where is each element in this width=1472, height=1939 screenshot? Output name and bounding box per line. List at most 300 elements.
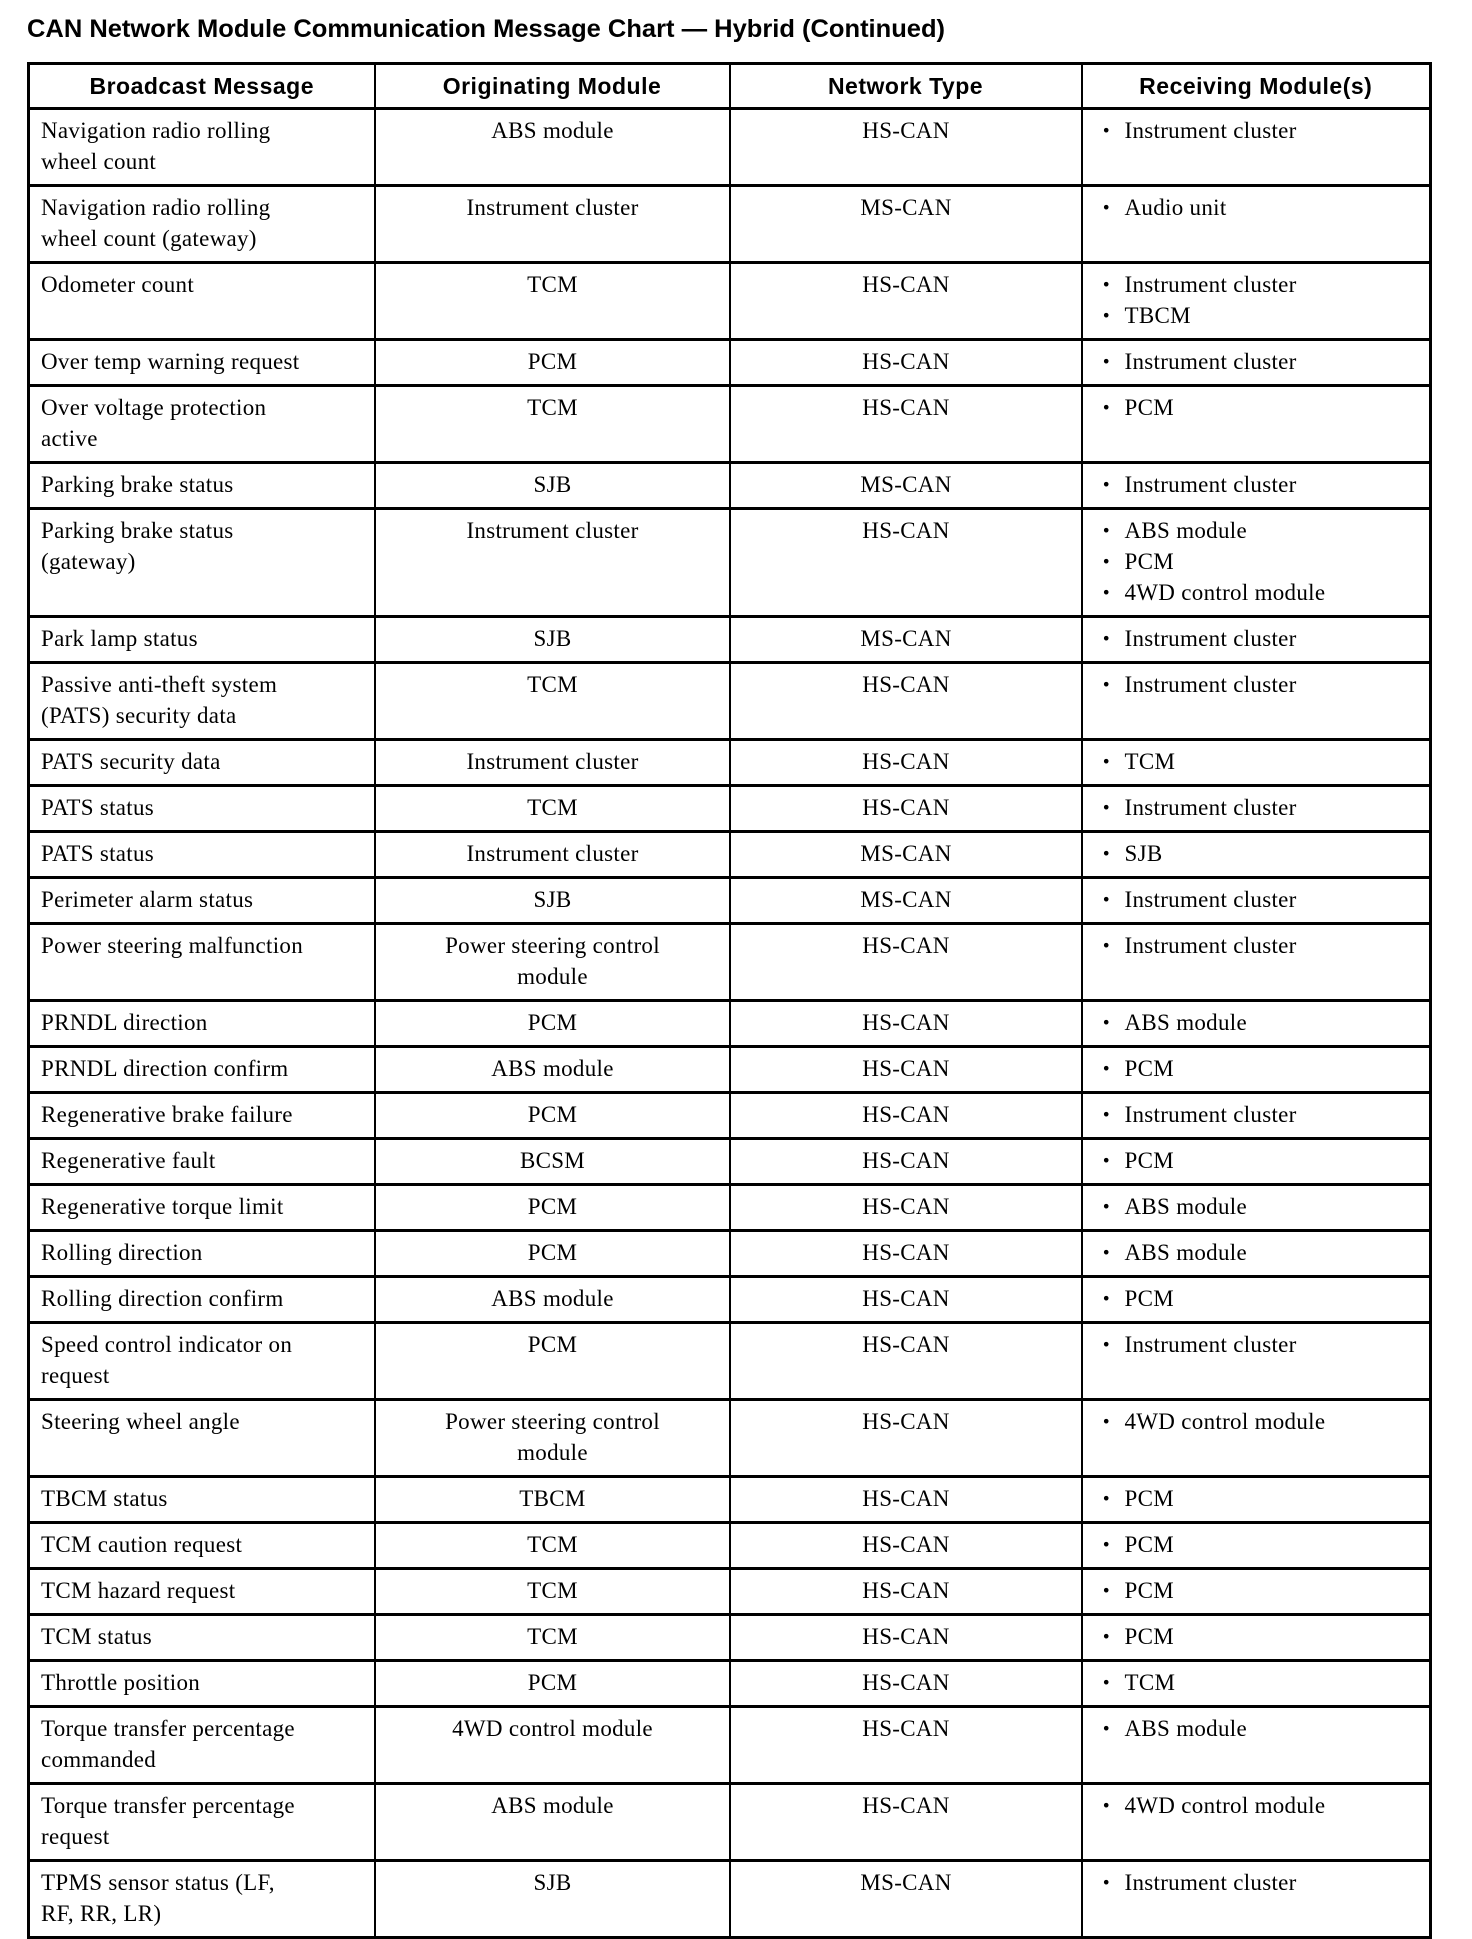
network-type-text: HS-CAN <box>862 1102 950 1127</box>
receiving-module-text: Instrument cluster <box>1124 118 1297 143</box>
receiving-module-item <box>1094 269 1420 300</box>
network-type-cell <box>730 263 1082 340</box>
broadcast-message-cell <box>29 1001 375 1047</box>
originating-module-text: 4WD control module <box>452 1716 653 1741</box>
receiving-module-item <box>1094 577 1420 608</box>
receiving-module-item <box>1094 192 1420 223</box>
receiving-module-item <box>1094 115 1420 146</box>
receiving-modules-cell <box>1082 1707 1431 1784</box>
column-header-broadcast-message: Broadcast Message <box>29 64 375 109</box>
table-row <box>29 1569 1431 1615</box>
broadcast-message-text: Regenerative brake failure <box>41 1102 293 1127</box>
broadcast-message-text: request <box>41 1363 110 1388</box>
broadcast-message-text: Navigation radio rolling <box>41 118 271 143</box>
broadcast-message-text: Over voltage protection <box>41 395 267 420</box>
receiving-module-text: PCM <box>1124 1056 1174 1081</box>
network-type-text: HS-CAN <box>862 1486 950 1511</box>
receiving-modules-list <box>1094 1145 1420 1176</box>
receiving-module-item <box>1094 1575 1420 1606</box>
table-row <box>29 924 1431 1001</box>
originating-module-text: SJB <box>533 626 572 651</box>
broadcast-message-text: PATS status <box>41 841 155 866</box>
table-row <box>29 463 1431 509</box>
receiving-module-text: Instrument cluster <box>1124 626 1297 651</box>
network-type-cell <box>730 1477 1082 1523</box>
receiving-module-text: ABS module <box>1124 1010 1247 1035</box>
receiving-module-text: Instrument cluster <box>1124 472 1297 497</box>
network-type-cell <box>730 1707 1082 1784</box>
network-type-text: HS-CAN <box>862 1286 950 1311</box>
receiving-module-item <box>1094 1145 1420 1176</box>
originating-module-cell <box>375 1400 730 1477</box>
receiving-module-item <box>1094 392 1420 423</box>
network-type-text: HS-CAN <box>862 1532 950 1557</box>
table-row <box>29 1615 1431 1661</box>
bullet-icon: • <box>1101 275 1112 294</box>
broadcast-message-text: PATS status <box>41 795 155 820</box>
table-row <box>29 1047 1431 1093</box>
originating-module-cell <box>375 878 730 924</box>
network-type-cell <box>730 1861 1082 1938</box>
receiving-module-text: PCM <box>1124 549 1174 574</box>
broadcast-message-cell <box>29 1323 375 1400</box>
network-type-cell <box>730 832 1082 878</box>
network-type-text: HS-CAN <box>862 518 950 543</box>
bullet-icon: • <box>1101 1151 1112 1170</box>
originating-module-cell <box>375 1523 730 1569</box>
receiving-module-item <box>1094 546 1420 577</box>
receiving-module-text: Instrument cluster <box>1124 1870 1297 1895</box>
bullet-icon: • <box>1101 1873 1112 1892</box>
broadcast-message-cell <box>29 386 375 463</box>
table-row <box>29 1400 1431 1477</box>
receiving-modules-list <box>1094 1099 1420 1130</box>
receiving-module-text: Instrument cluster <box>1124 887 1297 912</box>
originating-module-cell <box>375 263 730 340</box>
network-type-text: HS-CAN <box>862 795 950 820</box>
table-row <box>29 1861 1431 1938</box>
network-type-cell <box>730 1001 1082 1047</box>
broadcast-message-cell <box>29 878 375 924</box>
receiving-modules-cell <box>1082 740 1431 786</box>
originating-module-cell <box>375 463 730 509</box>
originating-module-text: TCM <box>527 395 578 420</box>
receiving-module-item <box>1094 1406 1420 1437</box>
bullet-icon: • <box>1101 198 1112 217</box>
originating-module-cell <box>375 186 730 263</box>
receiving-module-item <box>1094 1483 1420 1514</box>
network-type-cell <box>730 386 1082 463</box>
receiving-module-text: Instrument cluster <box>1124 933 1297 958</box>
originating-module-text: Instrument cluster <box>466 195 639 220</box>
network-type-cell <box>730 1139 1082 1185</box>
receiving-module-item <box>1094 1329 1420 1360</box>
bullet-icon: • <box>1101 521 1112 540</box>
bullet-icon: • <box>1101 475 1112 494</box>
bullet-icon: • <box>1101 1105 1112 1124</box>
table-row <box>29 1093 1431 1139</box>
originating-module-text: TCM <box>527 1578 578 1603</box>
table-row <box>29 1523 1431 1569</box>
receiving-modules-cell <box>1082 263 1431 340</box>
network-type-text: HS-CAN <box>862 272 950 297</box>
broadcast-message-text: Navigation radio rolling <box>41 195 271 220</box>
broadcast-message-text: Power steering malfunction <box>41 933 304 958</box>
network-type-cell <box>730 740 1082 786</box>
receiving-modules-list <box>1094 792 1420 823</box>
receiving-module-item <box>1094 1621 1420 1652</box>
receiving-module-text: PCM <box>1124 1578 1174 1603</box>
receiving-module-text: ABS module <box>1124 518 1247 543</box>
network-type-text: HS-CAN <box>862 1624 950 1649</box>
network-type-text: MS-CAN <box>860 195 952 220</box>
bullet-icon: • <box>1101 1719 1112 1738</box>
broadcast-message-cell <box>29 1093 375 1139</box>
bullet-icon: • <box>1101 1673 1112 1692</box>
broadcast-message-text: Park lamp status <box>41 626 198 651</box>
table-row <box>29 263 1431 340</box>
broadcast-message-text: PRNDL direction confirm <box>41 1056 289 1081</box>
network-type-text: HS-CAN <box>862 1670 950 1695</box>
originating-module-cell <box>375 1185 730 1231</box>
receiving-modules-list <box>1094 1483 1420 1514</box>
broadcast-message-text: Speed control indicator on <box>41 1332 293 1357</box>
receiving-modules-cell <box>1082 663 1431 740</box>
receiving-module-text: Instrument cluster <box>1124 672 1297 697</box>
table-header-row <box>29 64 1431 109</box>
receiving-module-item <box>1094 1007 1420 1038</box>
receiving-module-text: TCM <box>1124 1670 1176 1695</box>
bullet-icon: • <box>1101 798 1112 817</box>
broadcast-message-text: TPMS sensor status (LF, <box>41 1870 275 1895</box>
receiving-modules-cell <box>1082 832 1431 878</box>
originating-module-cell <box>375 740 730 786</box>
originating-module-text: PCM <box>527 349 578 374</box>
originating-module-cell <box>375 1323 730 1400</box>
broadcast-message-cell <box>29 1523 375 1569</box>
originating-module-cell <box>375 1615 730 1661</box>
column-header-network-type: Network Type <box>730 64 1082 109</box>
bullet-icon: • <box>1101 1059 1112 1078</box>
originating-module-cell <box>375 832 730 878</box>
table-row <box>29 1185 1431 1231</box>
receiving-modules-cell <box>1082 186 1431 263</box>
page-title: CAN Network Module Communication Message Chart — Hybrid (Continued) <box>27 15 946 43</box>
originating-module-text: TCM <box>527 1624 578 1649</box>
network-type-text: MS-CAN <box>860 472 952 497</box>
bullet-icon: • <box>1101 1013 1112 1032</box>
bullet-icon: • <box>1101 1796 1112 1815</box>
originating-module-cell <box>375 1139 730 1185</box>
originating-module-text: module <box>517 1440 588 1465</box>
broadcast-message-cell <box>29 617 375 663</box>
bullet-icon: • <box>1101 583 1112 602</box>
receiving-module-text: PCM <box>1124 1532 1174 1557</box>
broadcast-message-cell <box>29 924 375 1001</box>
receiving-modules-cell <box>1082 924 1431 1001</box>
originating-module-text: TCM <box>527 1532 578 1557</box>
table-row <box>29 1707 1431 1784</box>
network-type-text: HS-CAN <box>862 1148 950 1173</box>
bullet-icon: • <box>1101 1535 1112 1554</box>
receiving-module-item <box>1094 1790 1420 1821</box>
table-row <box>29 1784 1431 1861</box>
receiving-modules-list <box>1094 192 1420 223</box>
broadcast-message-cell <box>29 509 375 617</box>
table-row <box>29 663 1431 740</box>
broadcast-message-cell <box>29 740 375 786</box>
network-type-cell <box>730 1093 1082 1139</box>
originating-module-text: TBCM <box>519 1486 586 1511</box>
originating-module-cell <box>375 663 730 740</box>
bullet-icon: • <box>1101 1197 1112 1216</box>
broadcast-message-cell <box>29 1615 375 1661</box>
network-type-text: MS-CAN <box>860 626 952 651</box>
receiving-module-text: Instrument cluster <box>1124 1102 1297 1127</box>
table-row <box>29 509 1431 617</box>
table-row <box>29 617 1431 663</box>
bullet-icon: • <box>1101 121 1112 140</box>
receiving-modules-list <box>1094 1529 1420 1560</box>
receiving-module-item <box>1094 1713 1420 1744</box>
originating-module-cell <box>375 1093 730 1139</box>
broadcast-message-text: Odometer count <box>41 272 195 297</box>
originating-module-cell <box>375 617 730 663</box>
broadcast-message-text: Regenerative torque limit <box>41 1194 284 1219</box>
receiving-modules-cell <box>1082 1185 1431 1231</box>
table-row <box>29 1323 1431 1400</box>
broadcast-message-text: active <box>41 426 98 451</box>
receiving-module-text: Instrument cluster <box>1124 1332 1297 1357</box>
network-type-cell <box>730 1661 1082 1707</box>
originating-module-cell <box>375 1047 730 1093</box>
receiving-modules-cell <box>1082 463 1431 509</box>
receiving-modules-cell <box>1082 109 1431 186</box>
broadcast-message-text: TCM caution request <box>41 1532 243 1557</box>
table-row <box>29 109 1431 186</box>
network-type-text: HS-CAN <box>862 1056 950 1081</box>
receiving-modules-cell <box>1082 1661 1431 1707</box>
receiving-modules-cell <box>1082 1861 1431 1938</box>
network-type-cell <box>730 509 1082 617</box>
originating-module-text: Power steering control <box>445 933 660 958</box>
receiving-module-text: Audio unit <box>1124 195 1227 220</box>
receiving-module-text: PCM <box>1124 1486 1174 1511</box>
network-type-cell <box>730 1523 1082 1569</box>
table-body <box>29 109 1431 1938</box>
receiving-modules-list <box>1094 269 1420 331</box>
originating-module-text: Instrument cluster <box>466 518 639 543</box>
bullet-icon: • <box>1101 1335 1112 1354</box>
network-type-text: HS-CAN <box>862 933 950 958</box>
network-type-text: HS-CAN <box>862 349 950 374</box>
originating-module-cell <box>375 109 730 186</box>
originating-module-text: SJB <box>533 1870 572 1895</box>
broadcast-message-text: (gateway) <box>41 549 136 574</box>
receiving-modules-list <box>1094 838 1420 869</box>
originating-module-cell <box>375 1001 730 1047</box>
receiving-modules-list <box>1094 1406 1420 1437</box>
broadcast-message-cell <box>29 263 375 340</box>
originating-module-text: ABS module <box>491 1793 614 1818</box>
broadcast-message-text: Rolling direction <box>41 1240 203 1265</box>
network-type-cell <box>730 617 1082 663</box>
receiving-module-item <box>1094 469 1420 500</box>
originating-module-text: PCM <box>527 1194 578 1219</box>
receiving-modules-list <box>1094 1053 1420 1084</box>
bullet-icon: • <box>1101 844 1112 863</box>
receiving-modules-cell <box>1082 1400 1431 1477</box>
receiving-module-text: 4WD control module <box>1124 580 1326 605</box>
bullet-icon: • <box>1101 352 1112 371</box>
receiving-modules-cell <box>1082 1569 1431 1615</box>
originating-module-cell <box>375 1661 730 1707</box>
originating-module-text: SJB <box>533 887 572 912</box>
receiving-modules-list <box>1094 1007 1420 1038</box>
originating-module-cell <box>375 1277 730 1323</box>
receiving-module-item <box>1094 1237 1420 1268</box>
receiving-module-text: 4WD control module <box>1124 1409 1326 1434</box>
receiving-modules-list <box>1094 1790 1420 1821</box>
broadcast-message-text: Rolling direction confirm <box>41 1286 284 1311</box>
table-row <box>29 1001 1431 1047</box>
broadcast-message-cell <box>29 109 375 186</box>
broadcast-message-cell <box>29 1861 375 1938</box>
broadcast-message-cell <box>29 1231 375 1277</box>
broadcast-message-cell <box>29 832 375 878</box>
receiving-module-item <box>1094 746 1420 777</box>
network-type-text: HS-CAN <box>862 1240 950 1265</box>
network-type-text: HS-CAN <box>862 395 950 420</box>
table-row <box>29 186 1431 263</box>
originating-module-cell <box>375 1861 730 1938</box>
broadcast-message-text: Throttle position <box>41 1670 201 1695</box>
broadcast-message-text: TBCM status <box>41 1486 168 1511</box>
receiving-modules-list <box>1094 930 1420 961</box>
originating-module-text: SJB <box>533 472 572 497</box>
network-type-cell <box>730 1185 1082 1231</box>
broadcast-message-cell <box>29 1569 375 1615</box>
broadcast-message-text: Torque transfer percentage <box>41 1716 295 1741</box>
network-type-text: HS-CAN <box>862 749 950 774</box>
receiving-module-text: Instrument cluster <box>1124 272 1297 297</box>
receiving-module-text: PCM <box>1124 395 1174 420</box>
receiving-modules-list <box>1094 1191 1420 1222</box>
network-type-cell <box>730 1615 1082 1661</box>
receiving-module-text: ABS module <box>1124 1716 1247 1741</box>
table-row <box>29 878 1431 924</box>
receiving-module-text: ABS module <box>1124 1194 1247 1219</box>
bullet-icon: • <box>1101 1581 1112 1600</box>
receiving-module-text: PCM <box>1124 1148 1174 1173</box>
originating-module-text: TCM <box>527 672 578 697</box>
broadcast-message-text: request <box>41 1824 110 1849</box>
receiving-modules-list <box>1094 1283 1420 1314</box>
receiving-modules-cell <box>1082 786 1431 832</box>
receiving-modules-list <box>1094 1237 1420 1268</box>
broadcast-message-text: PATS security data <box>41 749 221 774</box>
receiving-modules-list <box>1094 1621 1420 1652</box>
bullet-icon: • <box>1101 629 1112 648</box>
network-type-cell <box>730 924 1082 1001</box>
receiving-modules-cell <box>1082 1523 1431 1569</box>
receiving-modules-list <box>1094 115 1420 146</box>
network-type-text: HS-CAN <box>862 1716 950 1741</box>
receiving-modules-cell <box>1082 386 1431 463</box>
receiving-modules-cell <box>1082 617 1431 663</box>
originating-module-cell <box>375 340 730 386</box>
receiving-module-item <box>1094 346 1420 377</box>
originating-module-cell <box>375 1569 730 1615</box>
broadcast-message-text: TCM hazard request <box>41 1578 236 1603</box>
originating-module-text: TCM <box>527 272 578 297</box>
column-header-receiving-modules: Receiving Module(s) <box>1082 64 1431 109</box>
broadcast-message-text: wheel count <box>41 149 157 174</box>
receiving-modules-cell <box>1082 878 1431 924</box>
receiving-module-item <box>1094 1667 1420 1698</box>
broadcast-message-cell <box>29 1707 375 1784</box>
receiving-module-item <box>1094 1099 1420 1130</box>
broadcast-message-text: (PATS) security data <box>41 703 237 728</box>
network-type-text: HS-CAN <box>862 118 950 143</box>
originating-module-cell <box>375 1784 730 1861</box>
receiving-module-item <box>1094 515 1420 546</box>
network-type-text: HS-CAN <box>862 672 950 697</box>
network-type-cell <box>730 663 1082 740</box>
network-type-text: HS-CAN <box>862 1578 950 1603</box>
broadcast-message-text: TCM status <box>41 1624 152 1649</box>
network-type-text: HS-CAN <box>862 1409 950 1434</box>
receiving-modules-list <box>1094 1575 1420 1606</box>
table-row <box>29 1139 1431 1185</box>
table-row <box>29 386 1431 463</box>
receiving-modules-list <box>1094 884 1420 915</box>
originating-module-cell <box>375 786 730 832</box>
receiving-module-item <box>1094 792 1420 823</box>
broadcast-message-cell <box>29 786 375 832</box>
receiving-module-item <box>1094 623 1420 654</box>
broadcast-message-cell <box>29 186 375 263</box>
receiving-module-text: PCM <box>1124 1624 1174 1649</box>
receiving-modules-list <box>1094 346 1420 377</box>
receiving-modules-cell <box>1082 1001 1431 1047</box>
receiving-modules-list <box>1094 623 1420 654</box>
originating-module-text: PCM <box>527 1010 578 1035</box>
broadcast-message-text: Torque transfer percentage <box>41 1793 295 1818</box>
broadcast-message-text: wheel count (gateway) <box>41 226 257 251</box>
network-type-cell <box>730 1784 1082 1861</box>
can-message-chart-table <box>27 62 1432 1939</box>
receiving-module-item <box>1094 884 1420 915</box>
broadcast-message-cell <box>29 1047 375 1093</box>
originating-module-text: BCSM <box>519 1148 586 1173</box>
broadcast-message-cell <box>29 1661 375 1707</box>
broadcast-message-cell <box>29 1139 375 1185</box>
originating-module-text: Instrument cluster <box>466 749 639 774</box>
network-type-cell <box>730 109 1082 186</box>
column-header-originating-module: Originating Module <box>375 64 730 109</box>
receiving-module-text: 4WD control module <box>1124 1793 1326 1818</box>
table-row <box>29 786 1431 832</box>
receiving-module-item <box>1094 930 1420 961</box>
broadcast-message-text: PRNDL direction <box>41 1010 208 1035</box>
broadcast-message-cell <box>29 1400 375 1477</box>
network-type-cell <box>730 1400 1082 1477</box>
broadcast-message-text: Regenerative fault <box>41 1148 216 1173</box>
bullet-icon: • <box>1101 398 1112 417</box>
network-type-text: MS-CAN <box>860 841 952 866</box>
receiving-modules-cell <box>1082 1047 1431 1093</box>
